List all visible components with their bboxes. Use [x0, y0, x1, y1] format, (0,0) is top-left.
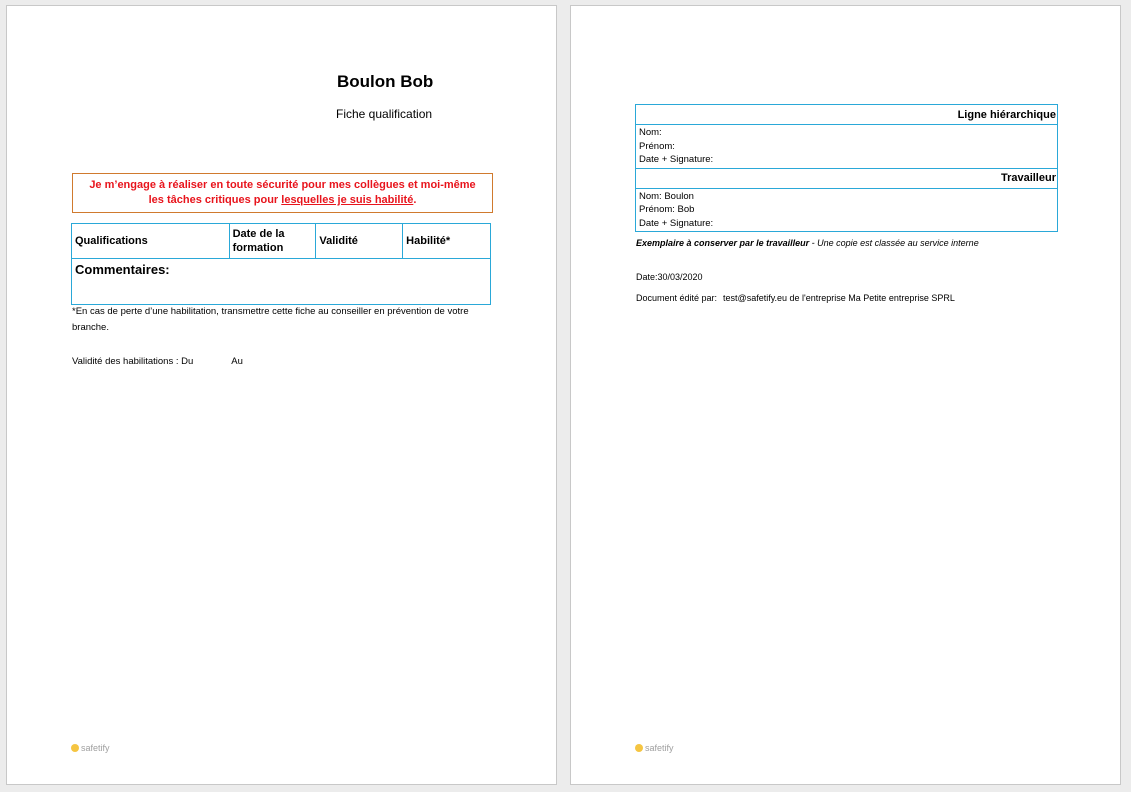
loss-note: *En cas de perte d’une habilitation, transmettre cette fiche au conseiller en prévention de votre branche.: [72, 306, 469, 333]
hierarchy-signature-field: Date + Signature:: [639, 154, 714, 165]
validity-label: Validité des habilitations : Du: [72, 356, 194, 367]
document-page-1: [6, 5, 557, 785]
signature-table: [635, 104, 1058, 232]
document-page-2: [570, 5, 1121, 785]
qualifications-table: [71, 223, 491, 305]
validity-line: [72, 356, 243, 367]
safetify-logo-icon: [71, 744, 79, 752]
safetify-logo-icon: [635, 744, 643, 752]
section-worker-header: [636, 168, 1058, 188]
header-validite: Validité: [316, 224, 403, 259]
validity-to-label: Au: [231, 356, 243, 367]
copy-notice: [636, 238, 979, 248]
engagement-box: [72, 173, 493, 213]
header-date-formation: Date de la formation: [229, 224, 316, 259]
footer-logo: [71, 743, 110, 753]
qualifications-header-row: [72, 224, 491, 259]
edited-by-value: test@safetify.eu de l'entreprise Ma Petite entreprise SPRL: [723, 293, 955, 303]
worker-fields: [636, 188, 1058, 232]
engagement-line-1: Je m’engage à réaliser en toute sécurité pour mes collègues et moi-même: [89, 179, 476, 191]
footer-logo: [635, 743, 674, 753]
copy-notice-bold: Exemplaire à conserver par le travailleur: [636, 238, 810, 248]
edited-by-line: [636, 293, 955, 303]
page-title: Boulon Bob: [337, 72, 434, 91]
section-worker-title: Travailleur: [636, 168, 1058, 188]
edited-by-label: Document édité par:: [636, 293, 718, 303]
page-subtitle: Fiche qualification: [336, 107, 433, 121]
hierarchy-name-field: Nom:: [639, 127, 662, 138]
header-habilite: Habilité*: [403, 224, 491, 259]
comments-row: [72, 259, 491, 305]
comments-label: Commentaires:: [72, 259, 491, 305]
worker-firstname-field: Prénom: Bob: [639, 204, 695, 215]
engagement-line-2-underlined: lesquelles je suis habilité: [281, 194, 414, 206]
worker-signature-field: Date + Signature:: [639, 217, 714, 229]
hierarchy-firstname-field: Prénom:: [639, 140, 675, 152]
section-hierarchy-body: [636, 125, 1058, 169]
engagement-line-2-end: .: [413, 194, 417, 206]
footer-logo-text: safetify: [645, 743, 674, 753]
section-hierarchy-title: Ligne hiérarchique: [636, 105, 1058, 125]
section-worker-body: [636, 188, 1058, 232]
document-date: Date:30/03/2020: [636, 272, 703, 282]
engagement-line-2-start: les tâches critiques pour: [148, 194, 282, 206]
hierarchy-fields: [636, 125, 1058, 169]
section-hierarchy-header: [636, 105, 1058, 125]
copy-notice-rest: - Une copie est classée au service interne: [809, 238, 979, 248]
header-qualifications: Qualifications: [72, 224, 230, 259]
footer-logo-text: safetify: [81, 743, 110, 753]
worker-name-field: Nom: Boulon: [639, 190, 694, 202]
